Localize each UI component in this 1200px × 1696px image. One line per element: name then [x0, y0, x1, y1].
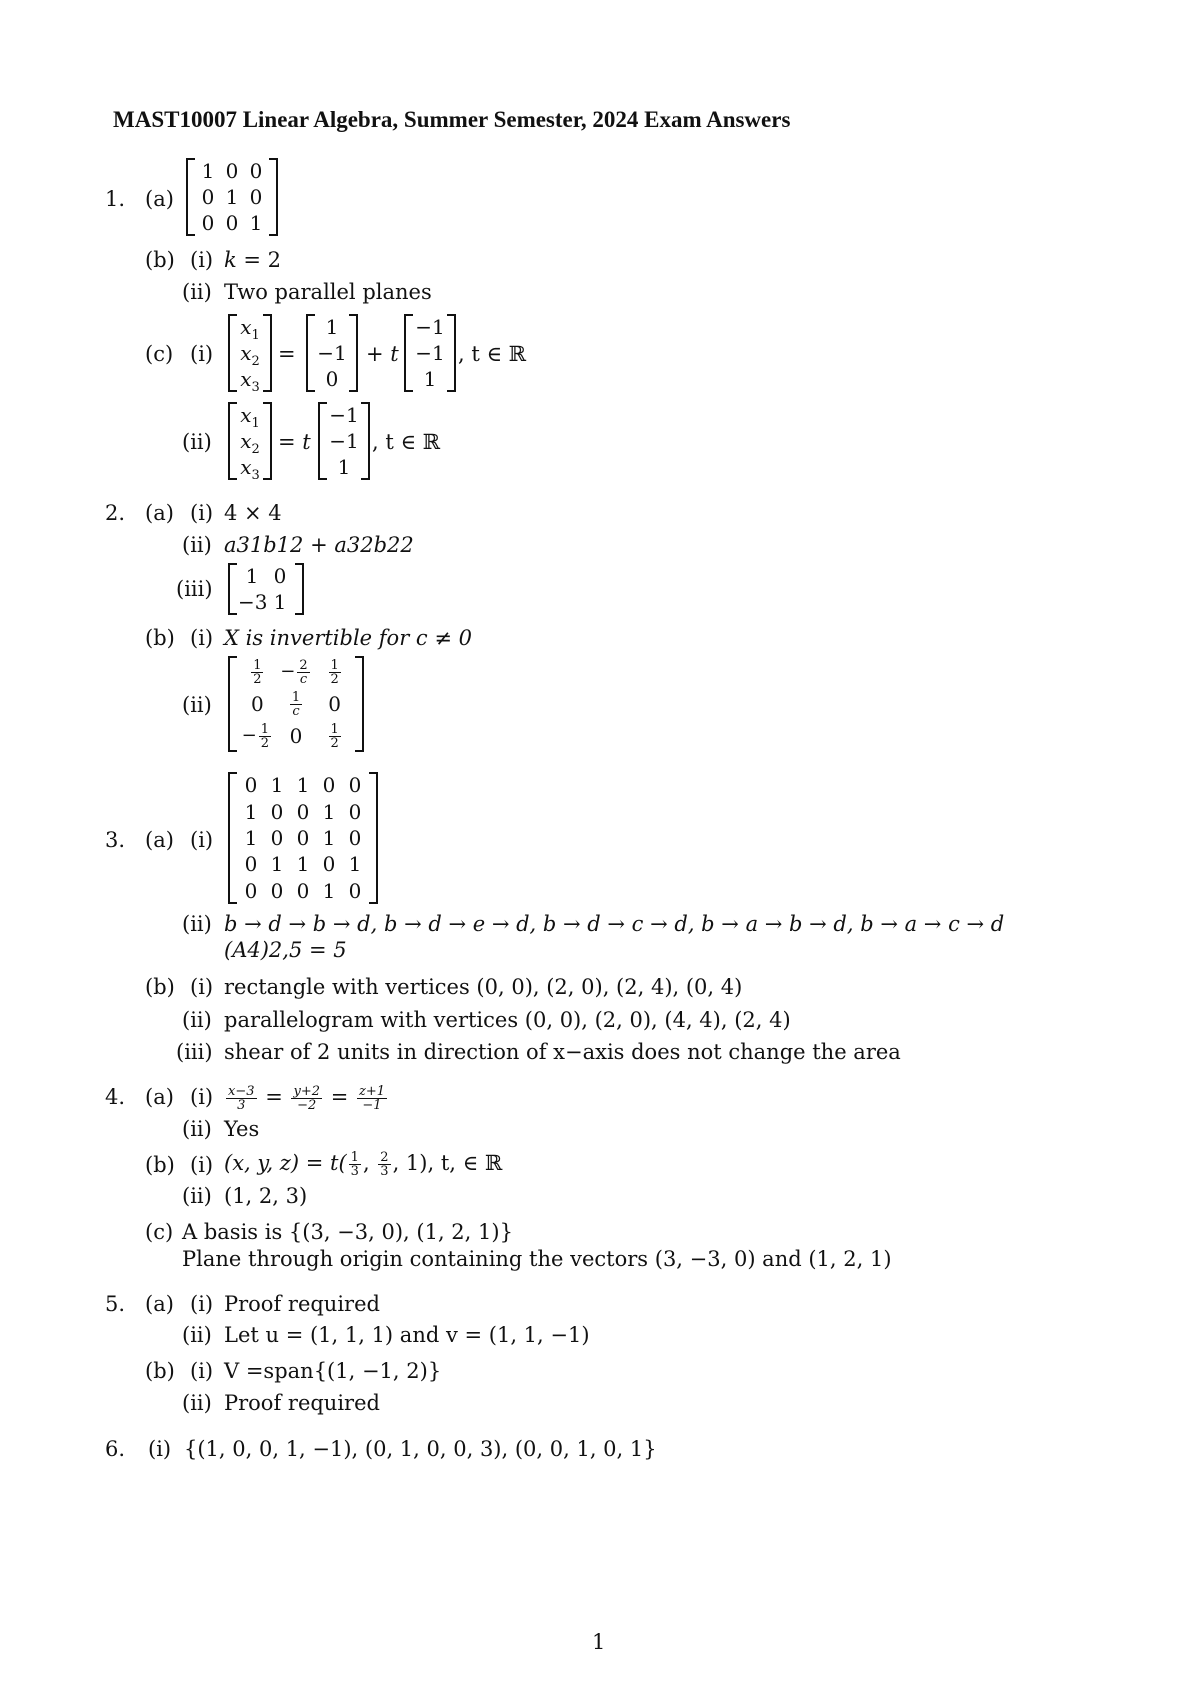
frac-denominator: 2 — [330, 671, 339, 687]
matrix-entry — [238, 722, 277, 750]
variable-name: x — [240, 367, 252, 391]
matrix-entry: 0 — [296, 799, 310, 824]
frac-numerator: 2 — [299, 657, 308, 673]
q2-a-ii-label: (ii) — [182, 533, 212, 557]
q4-b-ii-answer: (1, 2, 3) — [224, 1184, 308, 1208]
q4-a-ii-label: (ii) — [182, 1117, 212, 1141]
frac-denominator: c — [292, 703, 300, 719]
frac-denominator: 3 — [350, 1164, 359, 1179]
q2-b-ii-label: (ii) — [182, 693, 212, 717]
matrix-entry: 0 — [201, 185, 215, 209]
matrix-entry: 0 — [296, 826, 310, 850]
q5-b-ii-label: (ii) — [182, 1391, 212, 1415]
q4-c-label: (c) — [145, 1220, 174, 1244]
matrix-entry: 0 — [348, 826, 362, 850]
q2-a-ii-answer: a31b12 + a32b22 — [224, 533, 414, 557]
matrix-entry: 0 — [225, 211, 239, 235]
variable-name: x — [240, 341, 252, 365]
q1-c-label: (c) — [145, 342, 174, 366]
q3-a-ii-paths: b → d → b → d, b → d → e → d, b → d → c → d, b → a → b → d, b → a → c → d — [224, 912, 1005, 936]
q1-b-i-label: (i) — [190, 248, 214, 272]
frac-denominator: 2 — [330, 735, 339, 751]
q5-b-label: (b) — [145, 1359, 175, 1383]
matrix-entry — [315, 722, 354, 750]
q1-c-i-equals: = — [278, 342, 296, 366]
minus-sign: − — [241, 725, 257, 746]
q2-b-i-answer: X is invertible for c ≠ 0 — [224, 626, 472, 650]
q2-a-iii-matrix — [228, 563, 304, 615]
q3-number: 3. — [105, 828, 126, 852]
matrix-entry: 1 — [296, 852, 310, 877]
q4-b-i-answer — [224, 1151, 502, 1178]
q4-a-i-frac-x — [226, 1085, 257, 1112]
q1-c-ii-label: (ii) — [182, 430, 212, 454]
matrix-entry: −1 — [415, 341, 445, 365]
q5-b-i-label: (i) — [190, 1359, 214, 1383]
matrix-entry: 0 — [348, 773, 362, 798]
matrix-entry: 0 — [296, 878, 310, 903]
q4-a-i-symmetric-equations — [224, 1085, 389, 1112]
matrix-entry: 1 — [337, 455, 351, 479]
matrix-entry: 0 — [325, 367, 339, 391]
frac-numerator: x−3 — [228, 1084, 255, 1099]
matrix-entry: 0 — [270, 799, 284, 824]
q4-b-i-frac-2 — [378, 1151, 390, 1178]
q2-b-label: (b) — [145, 626, 175, 650]
q4-a-i-frac-y — [291, 1085, 322, 1112]
frac-denominator: 2 — [253, 671, 262, 687]
q4-b-label: (b) — [145, 1153, 175, 1177]
q2-a-iii-label: (iii) — [176, 577, 213, 601]
q2-b-i-label: (i) — [190, 626, 214, 650]
matrix-entry — [238, 367, 262, 395]
matrix-entry: 1 — [423, 367, 437, 391]
matrix-entry: 1 — [322, 826, 336, 850]
q1-c-i-point-vector — [306, 314, 358, 392]
q2-a-i-answer: 4 × 4 — [224, 501, 282, 525]
comma-separator: , — [362, 1151, 377, 1175]
frac-numerator: 1 — [330, 657, 339, 673]
q1-c-ii-x-vector — [228, 402, 272, 483]
q4-b-ii-label: (ii) — [182, 1184, 212, 1208]
matrix-entry — [238, 429, 262, 457]
matrix-entry: 1 — [244, 826, 258, 850]
q6-i-label: (i) — [148, 1437, 172, 1461]
matrix-entry: 0 — [225, 159, 239, 183]
frac-numerator: 1 — [253, 657, 262, 673]
q2-a-label: (a) — [145, 501, 174, 525]
q3-a-i-adjacency-matrix — [228, 772, 378, 904]
frac-numerator: 1 — [330, 721, 339, 737]
matrix-entry — [238, 341, 262, 369]
fraction — [290, 691, 302, 718]
matrix-entry: 1 — [322, 878, 336, 903]
q6-number: 6. — [105, 1437, 126, 1461]
matrix-entry: 0 — [249, 185, 263, 209]
frac-numerator: 2 — [380, 1150, 389, 1165]
q5-a-i-answer: Proof required — [224, 1292, 380, 1316]
matrix-entry: 1 — [270, 852, 284, 877]
frac-denominator: −1 — [362, 1098, 382, 1113]
matrix-entry: 0 — [249, 159, 263, 183]
q3-b-label: (b) — [145, 975, 175, 999]
frac-denominator: 3 — [380, 1164, 389, 1179]
q1-c-i-x-vector — [228, 314, 272, 395]
q1-a-identity-matrix — [186, 158, 278, 236]
matrix-entry — [277, 690, 316, 718]
q5-b-i-answer: V =span{(1, −1, 2)} — [224, 1359, 442, 1383]
q5-a-ii-answer: Let u = (1, 1, 1) and v = (1, 1, −1) — [224, 1323, 590, 1347]
matrix-entry — [315, 658, 354, 686]
matrix-entry: −1 — [317, 341, 347, 365]
matrix-entry: 1 — [201, 159, 215, 183]
q1-b-i-variable: k — [224, 248, 237, 272]
q1-a-label: (a) — [145, 187, 174, 211]
q1-c-ii-parameter: , t ∈ ℝ — [372, 430, 441, 454]
frac-numerator: z+1 — [358, 1084, 385, 1099]
q1-b-i-answer — [224, 248, 281, 272]
variable-name: x — [240, 429, 252, 453]
matrix-entry: 0 — [201, 211, 215, 235]
fraction — [251, 659, 263, 686]
page-title: MAST10007 Linear Algebra, Summer Semester, 2024 Exam Answers — [113, 107, 791, 132]
frac-numerator: 1 — [350, 1150, 359, 1165]
q4-a-ii-answer: Yes — [224, 1117, 260, 1141]
matrix-entry: 1 — [273, 590, 287, 614]
q4-b-i-rhs: , 1), t, ∈ ℝ — [392, 1151, 503, 1175]
q3-a-label: (a) — [145, 828, 174, 852]
matrix-entry: 0 — [322, 773, 336, 798]
q4-b-i-label: (i) — [190, 1153, 214, 1177]
q4-b-i-lhs: (x, y, z) = t( — [224, 1151, 347, 1175]
q3-a-ii-power-entry: (A4)2,5 = 5 — [224, 938, 347, 962]
q4-b-i-frac-1 — [349, 1151, 361, 1178]
matrix-entry — [238, 658, 277, 686]
matrix-entry: 1 — [225, 185, 239, 209]
matrix-entry: 1 — [296, 773, 310, 798]
matrix-entry: 0 — [328, 692, 342, 716]
fraction — [329, 723, 341, 750]
matrix-entry: 1 — [249, 211, 263, 235]
q1-number: 1. — [105, 187, 126, 211]
matrix-entry: 0 — [348, 878, 362, 903]
fraction — [329, 659, 341, 686]
matrix-entry — [238, 315, 262, 343]
variable-subscript: 1 — [251, 416, 260, 431]
matrix-entry: 0 — [244, 773, 258, 798]
q3-b-i-answer: rectangle with vertices (0, 0), (2, 0), (2, 4), (0, 4) — [224, 975, 743, 999]
q5-a-ii-label: (ii) — [182, 1323, 212, 1347]
page-number: 1 — [592, 1630, 606, 1654]
q3-b-ii-label: (ii) — [182, 1008, 212, 1032]
matrix-entry: 1 — [322, 799, 336, 824]
matrix-entry: 0 — [244, 878, 258, 903]
q4-a-i-frac-z — [357, 1085, 387, 1112]
variable-name: x — [240, 455, 252, 479]
q1-b-ii-answer: Two parallel planes — [224, 280, 432, 304]
q4-c-basis: A basis is {(3, −3, 0), (1, 2, 1)} — [182, 1220, 513, 1244]
variable-subscript: 1 — [251, 328, 260, 343]
q1-b-ii-label: (ii) — [182, 280, 212, 304]
minus-sign: − — [280, 661, 296, 682]
matrix-entry: 0 — [244, 852, 258, 877]
variable-subscript: 3 — [251, 380, 260, 395]
fraction — [259, 723, 271, 750]
q1-c-i-parameter: , t ∈ ℝ — [458, 342, 527, 366]
matrix-entry: 0 — [348, 799, 362, 824]
matrix-entry: 0 — [250, 692, 264, 716]
q4-a-i-label: (i) — [190, 1085, 214, 1109]
q2-a-i-label: (i) — [190, 501, 214, 525]
frac-denominator: −2 — [297, 1098, 317, 1113]
matrix-entry — [238, 455, 262, 483]
matrix-entry: 1 — [270, 773, 284, 798]
q1-c-ii-equals-t: = t — [278, 430, 311, 454]
q1-c-ii-direction-vector — [318, 402, 370, 480]
q1-c-i-label: (i) — [190, 342, 214, 366]
matrix-entry: 1 — [245, 564, 259, 588]
q1-c-i-plus-t: + t — [366, 342, 399, 366]
variable-subscript: 3 — [251, 468, 260, 483]
frac-denominator: 3 — [237, 1098, 246, 1113]
q3-b-i-label: (i) — [190, 975, 214, 999]
equals-sign: = — [265, 1085, 283, 1109]
q5-a-label: (a) — [145, 1292, 174, 1316]
q3-b-iii-answer: shear of 2 units in direction of x−axis does not change the area — [224, 1040, 901, 1064]
matrix-entry: −1 — [329, 429, 359, 453]
q6-i-answer: {(1, 0, 0, 1, −1), (0, 1, 0, 0, 3), (0, 0, 1, 0, 1} — [184, 1437, 657, 1461]
frac-denominator: c — [299, 671, 308, 687]
matrix-entry — [277, 658, 316, 686]
matrix-entry: 0 — [289, 724, 303, 748]
q3-a-ii-label: (ii) — [182, 912, 212, 936]
q5-a-i-label: (i) — [190, 1292, 214, 1316]
fraction — [297, 659, 309, 686]
q1-c-i-direction-vector — [404, 314, 456, 392]
q2-b-ii-inverse-matrix — [228, 656, 364, 752]
variable-name: x — [240, 403, 252, 427]
matrix-entry — [238, 403, 262, 431]
q4-c-description: Plane through origin containing the vectors (3, −3, 0) and (1, 2, 1) — [182, 1247, 892, 1271]
frac-numerator: 1 — [291, 689, 301, 705]
matrix-entry: −1 — [415, 315, 445, 339]
variable-subscript: 2 — [251, 354, 260, 369]
q3-b-iii-label: (iii) — [176, 1040, 213, 1064]
matrix-entry: 0 — [322, 852, 336, 877]
q4-a-label: (a) — [145, 1085, 174, 1109]
matrix-entry: 1 — [244, 799, 258, 824]
matrix-entry: −3 — [238, 590, 268, 614]
q1-b-label: (b) — [145, 248, 175, 272]
matrix-entry: 1 — [348, 852, 362, 877]
variable-subscript: 2 — [251, 442, 260, 457]
q5-number: 5. — [105, 1292, 126, 1316]
q1-b-i-value: = 2 — [236, 248, 282, 272]
frac-numerator: y+2 — [293, 1084, 320, 1099]
frac-denominator: 2 — [260, 735, 270, 751]
matrix-entry: −1 — [329, 403, 359, 427]
matrix-entry: 0 — [273, 564, 287, 588]
matrix-entry: 0 — [270, 826, 284, 850]
q3-a-i-label: (i) — [190, 828, 214, 852]
q2-number: 2. — [105, 501, 126, 525]
frac-numerator: 1 — [260, 721, 270, 737]
q4-number: 4. — [105, 1085, 126, 1109]
matrix-entry: 0 — [270, 878, 284, 903]
q5-b-ii-answer: Proof required — [224, 1391, 380, 1415]
matrix-entry: 1 — [325, 315, 339, 339]
q3-b-ii-answer: parallelogram with vertices (0, 0), (2, 0), (4, 4), (2, 4) — [224, 1008, 791, 1032]
variable-name: x — [240, 315, 252, 339]
equals-sign: = — [330, 1085, 349, 1109]
